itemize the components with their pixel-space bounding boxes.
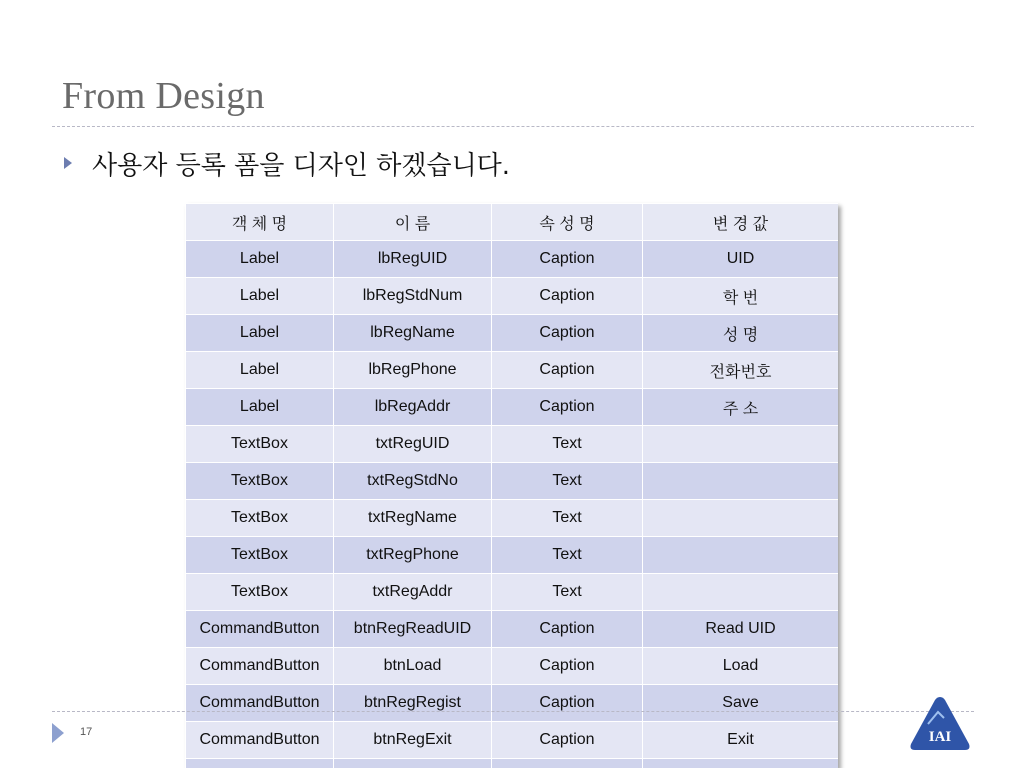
cell-value: Exit	[643, 722, 839, 759]
cell-value: 성 명	[643, 315, 839, 352]
table-row	[186, 389, 839, 426]
cell-value	[643, 463, 839, 500]
cell-value	[643, 537, 839, 574]
table-row	[186, 722, 839, 759]
logo-text: IAI	[928, 729, 952, 745]
header-name: 이 름	[334, 204, 492, 241]
cell-value	[643, 574, 839, 611]
footer-arrow-icon	[52, 723, 64, 743]
cell-object-type: Label	[186, 389, 334, 426]
cell-object-type: Label	[186, 278, 334, 315]
footer-divider	[52, 711, 974, 712]
cell-object-type: CommandButton	[186, 648, 334, 685]
cell-object-type: TextBox	[186, 537, 334, 574]
cell-name: btnRegRegist	[334, 685, 492, 722]
cell-property: Text	[492, 500, 643, 537]
table-row	[186, 611, 839, 648]
cell-property: Text	[492, 426, 643, 463]
cell-property: Caption	[492, 315, 643, 352]
cell-object-type: CommandButton	[186, 611, 334, 648]
table-row	[186, 426, 839, 463]
table-row	[186, 500, 839, 537]
cell-name: lbRegName	[334, 315, 492, 352]
table-row	[186, 648, 839, 685]
cell-name: btnRegReadUID	[334, 611, 492, 648]
table-row	[186, 278, 839, 315]
cell-name: btnRegExit	[334, 722, 492, 759]
cell-property	[492, 759, 643, 768]
cell-property: Caption	[492, 611, 643, 648]
cell-value: Load	[643, 648, 839, 685]
cell-object-type: CommandButton	[186, 722, 334, 759]
table-row	[186, 759, 839, 768]
table-row	[186, 315, 839, 352]
cell-name: lbRegUID	[334, 241, 492, 278]
page-number: 17	[80, 726, 93, 738]
table-row	[186, 463, 839, 500]
design-table	[185, 203, 838, 768]
cell-object-type: TextBox	[186, 500, 334, 537]
table-row	[186, 241, 839, 278]
cell-name: txtRegAddr	[334, 574, 492, 611]
cell-object-type: Label	[186, 352, 334, 389]
cell-value: Save	[643, 685, 839, 722]
table-header-row	[186, 204, 839, 241]
table-row	[186, 685, 839, 722]
cell-name: lbRegAddr	[334, 389, 492, 426]
cell-value: 전화번호	[643, 352, 839, 389]
cell-property: Caption	[492, 278, 643, 315]
cell-object-type: Label	[186, 315, 334, 352]
cell-name: txtRegUID	[334, 426, 492, 463]
cell-property: Caption	[492, 389, 643, 426]
table-row	[186, 574, 839, 611]
cell-name	[334, 759, 492, 768]
cell-value: 학 번	[643, 278, 839, 315]
table-row	[186, 352, 839, 389]
cell-object-type: TextBox	[186, 426, 334, 463]
cell-name: txtRegName	[334, 500, 492, 537]
cell-name: txtRegPhone	[334, 537, 492, 574]
design-table-container	[185, 203, 838, 768]
iai-logo	[908, 694, 972, 754]
table-body	[186, 241, 839, 768]
cell-object-type	[186, 759, 334, 768]
cell-value: Read UID	[643, 611, 839, 648]
cell-property: Caption	[492, 241, 643, 278]
cell-object-type: TextBox	[186, 574, 334, 611]
table-row	[186, 537, 839, 574]
cell-object-type: TextBox	[186, 463, 334, 500]
header-property: 속 성 명	[492, 204, 643, 241]
cell-property: Caption	[492, 648, 643, 685]
header-object-type: 객 체 명	[186, 204, 334, 241]
cell-property: Caption	[492, 352, 643, 389]
title-divider	[52, 126, 974, 127]
cell-name: lbRegPhone	[334, 352, 492, 389]
cell-value	[643, 759, 839, 768]
cell-object-type: Label	[186, 241, 334, 278]
cell-value: UID	[643, 241, 839, 278]
cell-property: Caption	[492, 722, 643, 759]
cell-property: Text	[492, 574, 643, 611]
header-value: 변 경 값	[643, 204, 839, 241]
cell-name: btnLoad	[334, 648, 492, 685]
cell-property: Text	[492, 463, 643, 500]
cell-value	[643, 500, 839, 537]
slide-title: From Design	[62, 75, 265, 117]
bullet-arrow-icon	[64, 157, 72, 169]
cell-property: Text	[492, 537, 643, 574]
cell-object-type: CommandButton	[186, 685, 334, 722]
cell-name: txtRegStdNo	[334, 463, 492, 500]
cell-name: lbRegStdNum	[334, 278, 492, 315]
cell-property: Caption	[492, 685, 643, 722]
bullet-text: 사용자 등록 폼을 디자인 하겠습니다.	[92, 151, 511, 181]
cell-value: 주 소	[643, 389, 839, 426]
cell-value	[643, 426, 839, 463]
